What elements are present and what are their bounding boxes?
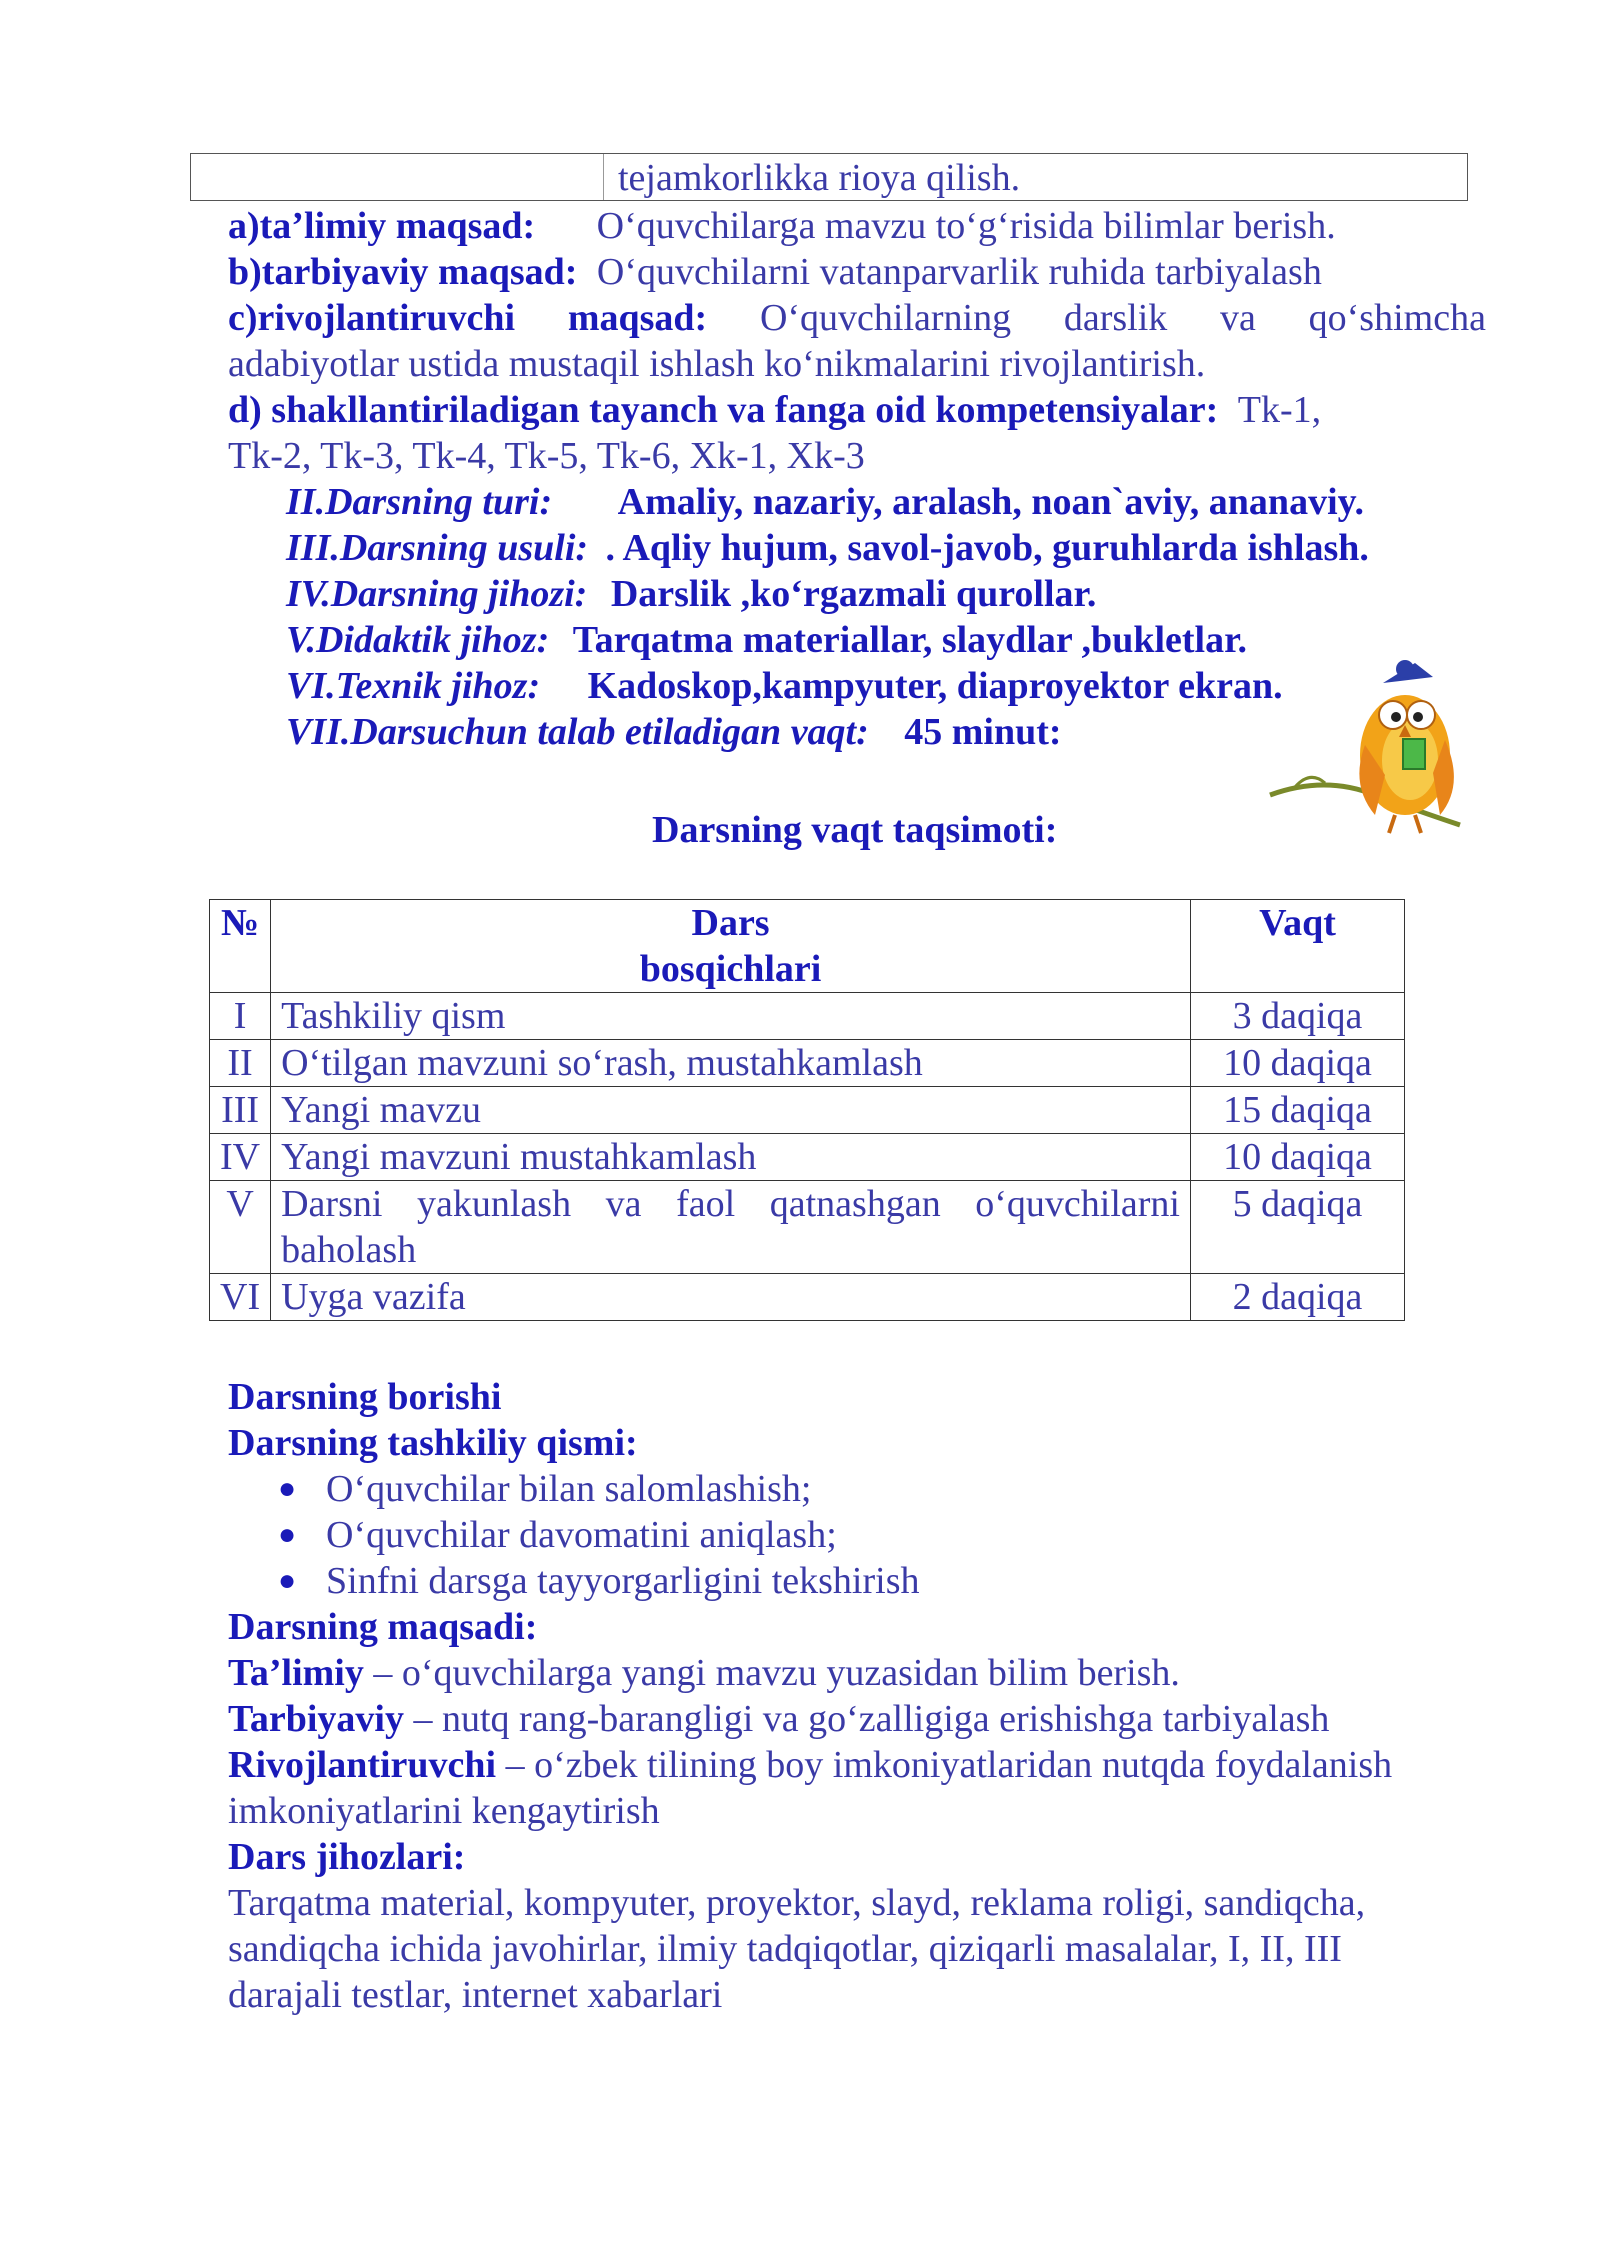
didactic-equipment-label: V.Didaktik jihoz:: [286, 619, 550, 661]
aim-developing-text: – o‘zbek tilining boy imkoniyatlaridan nutqda foydalanish: [496, 1744, 1393, 1786]
header-stage-line1: Dars: [691, 902, 770, 944]
row-time: 15 daqiqa: [1191, 1087, 1405, 1134]
header-time: Vaqt: [1191, 900, 1405, 993]
goal-b-label: b)tarbiyaviy maqsad:: [228, 251, 578, 293]
goal-c-text-d: qo‘shimcha: [1308, 297, 1486, 339]
aim-educational-text: – o‘quvchilarga yangi mavzu yuzasidan bilim berish.: [363, 1652, 1180, 1694]
row-num: III: [210, 1087, 271, 1134]
goal-a: [228, 203, 1336, 249]
lesson-time: [286, 709, 1062, 755]
goal-c-text-c: va: [1220, 297, 1256, 339]
owl-clipart: [1265, 655, 1465, 845]
goal-b: [228, 249, 1322, 295]
goal-d-label: d) shakllantiriladigan tayanch va fanga oid kompetensiyalar:: [228, 389, 1219, 431]
org-title: Darsning tashkiliy qismi:: [228, 1422, 638, 1464]
table-row: [210, 1274, 1405, 1321]
goal-c-line2: adabiyotlar ustida mustaqil ishlash ko‘nikmalarini rivojlantirish.: [228, 343, 1206, 385]
list-item: [270, 1512, 920, 1558]
lesson-method-label: III.Darsning usuli:: [286, 527, 589, 569]
goal-a-label: a)ta’limiy maqsad:: [228, 205, 536, 247]
aim-developing: [228, 1742, 1392, 1788]
table-row: [210, 1134, 1405, 1181]
goal-d-line2: Tk-2, Tk-3, Tk-4, Tk-5, Tk-6, Xk-1, Xk-3: [228, 435, 865, 477]
goal-c-text-b: darslik: [1063, 297, 1168, 339]
equipment-line: darajali testlar, internet xabarlari: [228, 1974, 723, 2016]
bullet-icon: ●: [278, 1472, 297, 1505]
row-time: 10 daqiqa: [1191, 1040, 1405, 1087]
lesson-time-value: 45 minut:: [904, 711, 1062, 753]
list-item-text: O‘quvchilar bilan salomlashish;: [326, 1468, 812, 1510]
header-num: №: [210, 900, 271, 993]
row-stage: Uyga vazifa: [271, 1274, 1191, 1321]
goal-d: [228, 387, 1321, 433]
lesson-method: [286, 525, 1369, 571]
row-stage: O‘tilgan mavzuni so‘rash, mustahkamlash: [271, 1040, 1191, 1087]
table-row: [210, 1087, 1405, 1134]
aim-upbringing: [228, 1696, 1329, 1742]
aim-upbringing-text: – nutq rang-barangligi va go‘zalligiga erishishga tarbiyalash: [403, 1698, 1330, 1740]
aim-developing-label: Rivojlantiruvchi: [228, 1744, 497, 1786]
aim-educational-label: Ta’limiy: [228, 1652, 364, 1694]
row-stage: Yangi mavzu: [271, 1087, 1191, 1134]
table-row: [210, 1181, 1405, 1274]
table-row: [210, 993, 1405, 1040]
bullet-icon: ●: [278, 1564, 297, 1597]
list-item: [270, 1558, 920, 1604]
aim-upbringing-label: Tarbiyaviy: [228, 1698, 404, 1740]
technical-equipment: [286, 663, 1283, 709]
lesson-type: [286, 479, 1364, 525]
didactic-equipment: [286, 617, 1247, 663]
aim-educational: [228, 1650, 1180, 1696]
goal-c-line1: [228, 295, 1486, 341]
schedule-table: [209, 899, 1405, 1321]
row-stage: Tashkiliy qism: [271, 993, 1191, 1040]
goal-c-text-a: O‘quvchilarning: [759, 297, 1012, 339]
equipment-line: Tarqatma material, kompyuter, proyektor, slayd, reklama roligi, sandiqcha,: [228, 1882, 1366, 1924]
bullet-icon: ●: [278, 1518, 297, 1551]
goal-c-label1: c)rivojlantiruvchi: [228, 297, 516, 339]
progress-title: Darsning borishi: [228, 1376, 502, 1418]
lesson-type-value: Amaliy, nazariy, aralash, noan`aviy, ananaviy.: [617, 481, 1365, 523]
lesson-equipment-label: IV.Darsning jihozi:: [286, 573, 588, 615]
row-time: 2 daqiqa: [1191, 1274, 1405, 1321]
row-num: VI: [210, 1274, 271, 1321]
list-item: [270, 1466, 920, 1512]
row-time: 10 daqiqa: [1191, 1134, 1405, 1181]
header-stage-line2: bosqichlari: [639, 948, 822, 990]
row-num: II: [210, 1040, 271, 1087]
table-row: [210, 1040, 1405, 1087]
goal-a-text: O‘quvchilarga mavzu to‘g‘risida bilimlar berish.: [596, 205, 1336, 247]
row-time: 3 daqiqa: [1191, 993, 1405, 1040]
top-table-fragment: [190, 153, 1468, 201]
goal-b-text: O‘quvchilarni vatanparvarlik ruhida tarbiyalash: [596, 251, 1322, 293]
lesson-time-label: VII.Darsuchun talab etiladigan vaqt:: [286, 711, 869, 753]
table-divider: [603, 154, 604, 200]
goal-d-text1: Tk-1,: [1237, 389, 1322, 431]
lesson-type-label: II.Darsning turi:: [286, 481, 553, 523]
technical-equipment-value: Kadoskop,kampyuter, diaproyektor ekran.: [587, 665, 1283, 707]
top-row-text: tejamkorlikka rioya qilish.: [618, 157, 1021, 199]
row-num: IV: [210, 1134, 271, 1181]
aim-developing-line2: imkoniyatlarini kengaytirish: [228, 1790, 660, 1832]
aim-title: Darsning maqsadi:: [228, 1606, 538, 1648]
lesson-method-value: . Aqliy hujum, savol-javob, guruhlarda ishlash.: [605, 527, 1369, 569]
list-item-text: O‘quvchilar davomatini aniqlash;: [326, 1514, 837, 1556]
list-item-text: Sinfni darsga tayyorgarligini tekshirish: [326, 1560, 920, 1602]
row-time: 5 daqiqa: [1191, 1181, 1405, 1274]
org-list: [270, 1466, 920, 1604]
equipment-title: Dars jihozlari:: [228, 1836, 466, 1878]
equipment-line: sandiqcha ichida javohirlar, ilmiy tadqiqotlar, qiziqarli masalalar, I, II, III: [228, 1928, 1342, 1970]
row-stage: Darsni yakunlash va faol qatnashgan o‘quvchilarni baholash: [271, 1181, 1191, 1274]
row-num: I: [210, 993, 271, 1040]
header-stage: [271, 900, 1191, 993]
table-header-row: [210, 900, 1405, 993]
goal-c-label2: maqsad:: [567, 297, 708, 339]
technical-equipment-label: VI.Texnik jihoz:: [286, 665, 541, 707]
row-stage: Yangi mavzuni mustahkamlash: [271, 1134, 1191, 1181]
lesson-equipment-value: Darslik ,ko‘rgazmali qurollar.: [610, 573, 1097, 615]
lesson-equipment: [286, 571, 1096, 617]
row-num: V: [210, 1181, 271, 1274]
didactic-equipment-value: Tarqatma materiallar, slaydlar ,bukletlar.: [572, 619, 1247, 661]
schedule-title: Darsning vaqt taqsimoti:: [652, 809, 1058, 851]
